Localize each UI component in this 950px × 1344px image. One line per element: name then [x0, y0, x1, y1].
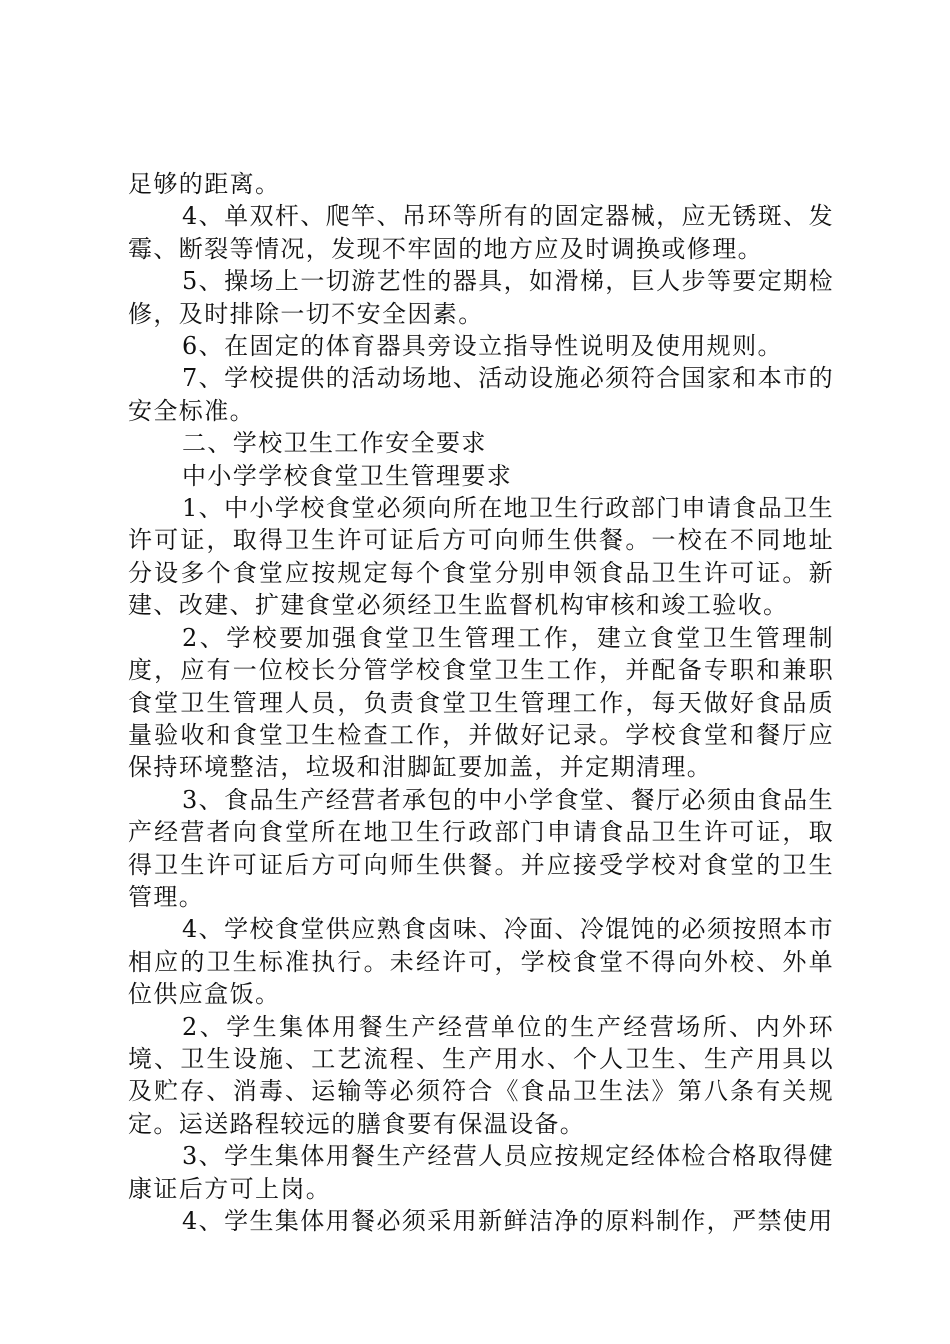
subsection-heading: 中小学学校食堂卫生管理要求	[182, 461, 513, 490]
paragraph: 2、学生集体用餐生产经营单位的生产经营场所、内外环境、卫生设施、工艺流程、生产用水、个人卫生、生产用具以及贮存、消毒、运输等必须符合《食品卫生法》第八条有关规定。运送路程较远的膳食要有保温设备。	[128, 1012, 834, 1138]
paragraph: 4、学生集体用餐必须采用新鲜洁净的原料制作，严禁使用	[182, 1207, 834, 1235]
paragraph: 6、在固定的体育器具旁设立指导性说明及使用规则。	[182, 332, 783, 361]
document-body	[128, 168, 834, 1237]
paragraph: 4、学校食堂供应熟食卤味、冷面、冷馄饨的必须按照本市相应的卫生标准执行。未经许可，学校食堂不得向外校、外单位供应盒饭。	[128, 915, 834, 1009]
section-heading: 二、学校卫生工作安全要求	[182, 429, 487, 458]
paragraph: 足够的距离。	[128, 170, 281, 198]
paragraph: 5、操场上一切游艺性的器具，如滑梯，巨人步等要定期检修，及时排除一切不安全因素。	[128, 267, 834, 328]
paragraph: 3、学生集体用餐生产经营人员应按规定经体检合格取得健康证后方可上岗。	[128, 1142, 834, 1203]
paragraph: 3、食品生产经营者承包的中小学食堂、餐厅必须由食品生产经营者向食堂所在地卫生行政部门申请食品卫生许可证，取得卫生许可证后方可向师生供餐。并应接受学校对食堂的卫生管理。	[128, 785, 834, 911]
paragraph: 1、中小学校食堂必须向所在地卫生行政部门申请食品卫生许可证，取得卫生许可证后方可向师生供餐。一校在不同地址分设多个食堂应按规定每个食堂分别申领食品卫生许可证。新建、改建、扩建食堂必须经卫生监督机构审核和竣工验收。	[128, 494, 834, 620]
paragraph: 7、学校提供的活动场地、活动设施必须符合国家和本市的安全标准。	[128, 364, 834, 425]
paragraph: 2、学校要加强食堂卫生管理工作，建立食堂卫生管理制度，应有一位校长分管学校食堂卫生工作，并配备专职和兼职食堂卫生管理人员，负责食堂卫生管理工作，每天做好食品质量验收和食堂卫生检查工作，并做好记录。学校食堂和餐厅应保持环境整洁，垃圾和泔脚缸要加盖，并定期清理。	[128, 623, 834, 782]
paragraph: 4、单双杆、爬竿、吊环等所有的固定器械，应无锈斑、发霉、断裂等情况，发现不牢固的地方应及时调换或修理。	[128, 202, 834, 263]
